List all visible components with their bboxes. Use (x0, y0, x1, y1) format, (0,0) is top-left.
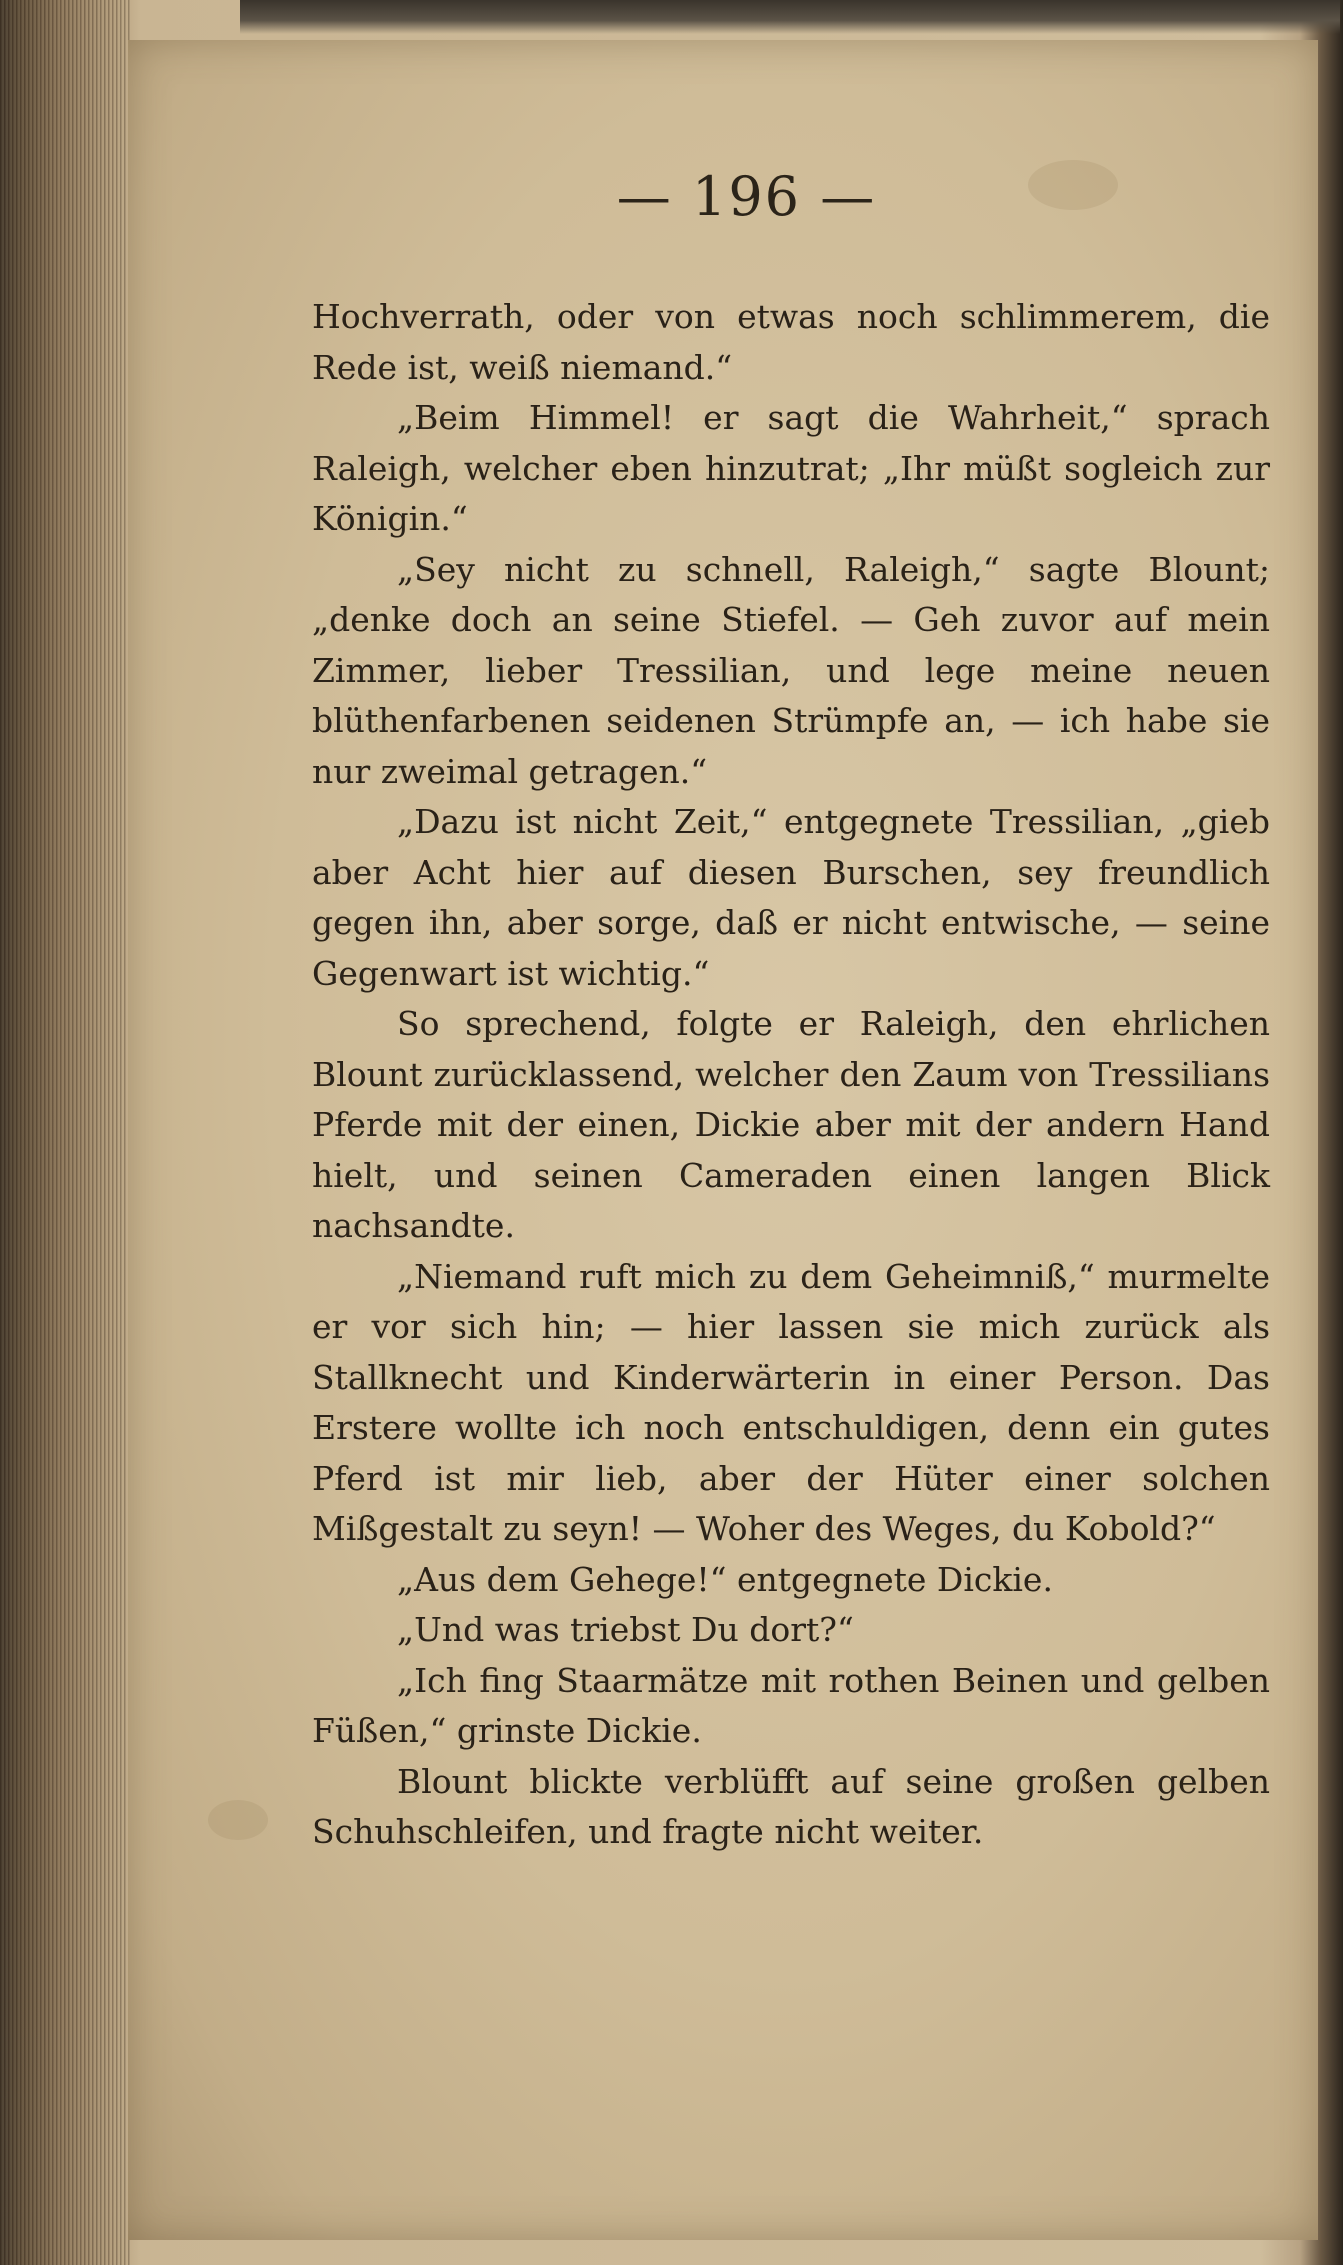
paragraph: „Aus dem Gehege!“ entgegnete Dickie. (397, 1559, 1053, 1599)
paragraph: Hochverrath, oder von etwas noch schlimmerem, die Rede ist, weiß niemand.“ (312, 297, 1270, 387)
paragraph: „Dazu ist nicht Zeit,“ entgegnete Tressilian, „gieb aber Acht hier auf diesen Burschen, sey freundlich gegen ihn, aber sorge, daß er nicht entwische, — seine Gegenwart ist wichtig.“ (312, 802, 1270, 993)
paragraph: „Niemand ruft mich zu dem Geheimniß,“ murmelte er vor sich hin; — hier lassen sie mich zurück als Stallknecht und Kinderwärterin in einer Person. Das Erstere wollte ich noch entschuldigen, denn ein gutes Pferd ist mir lieb, aber der Hüter einer solchen Mißgestalt zu seyn! — Woher des Weges, du Kobold?“ (312, 1256, 1270, 1548)
paragraph: Blount blickte verblüfft auf seine großen gelben Schuhschleifen, und fragte nicht weiter. (312, 1761, 1270, 1851)
page-edges (0, 0, 130, 2265)
paragraph: „Sey nicht zu schnell, Raleigh,“ sagte Blount; „denke doch an seine Stiefel. — Geh zuvor auf mein Zimmer, lieber Tressilian, und lege meine neuen blüthenfarbenen seidenen Strümpfe an, — ich habe sie nur zweimal getragen.“ (312, 549, 1270, 791)
paragraph: „Und was triebst Du dort?“ (397, 1610, 854, 1649)
paragraph: „Ich fing Staarmätze mit rothen Beinen und gelben Füßen,“ grinste Dickie. (312, 1660, 1270, 1750)
paragraph: So sprechend, folgte er Raleigh, den ehrlichen Blount zurücklassend, welcher den Zaum von Tressilians Pferde mit der einen, Dickie aber mit der andern Hand hielt, und seinen Cameraden einen langen Blick nachsandte. (312, 1004, 1270, 1245)
page-number: — 196 — (616, 165, 877, 228)
paragraph: „Beim Himmel! er sagt die Wahrheit,“ sprach Raleigh, welcher eben hinzutrat; „Ihr müßt sogleich zur Königin.“ (312, 398, 1270, 538)
body-text (312, 292, 1270, 1858)
paper-stain (208, 1800, 268, 1840)
binding-shadow (240, 0, 1340, 34)
